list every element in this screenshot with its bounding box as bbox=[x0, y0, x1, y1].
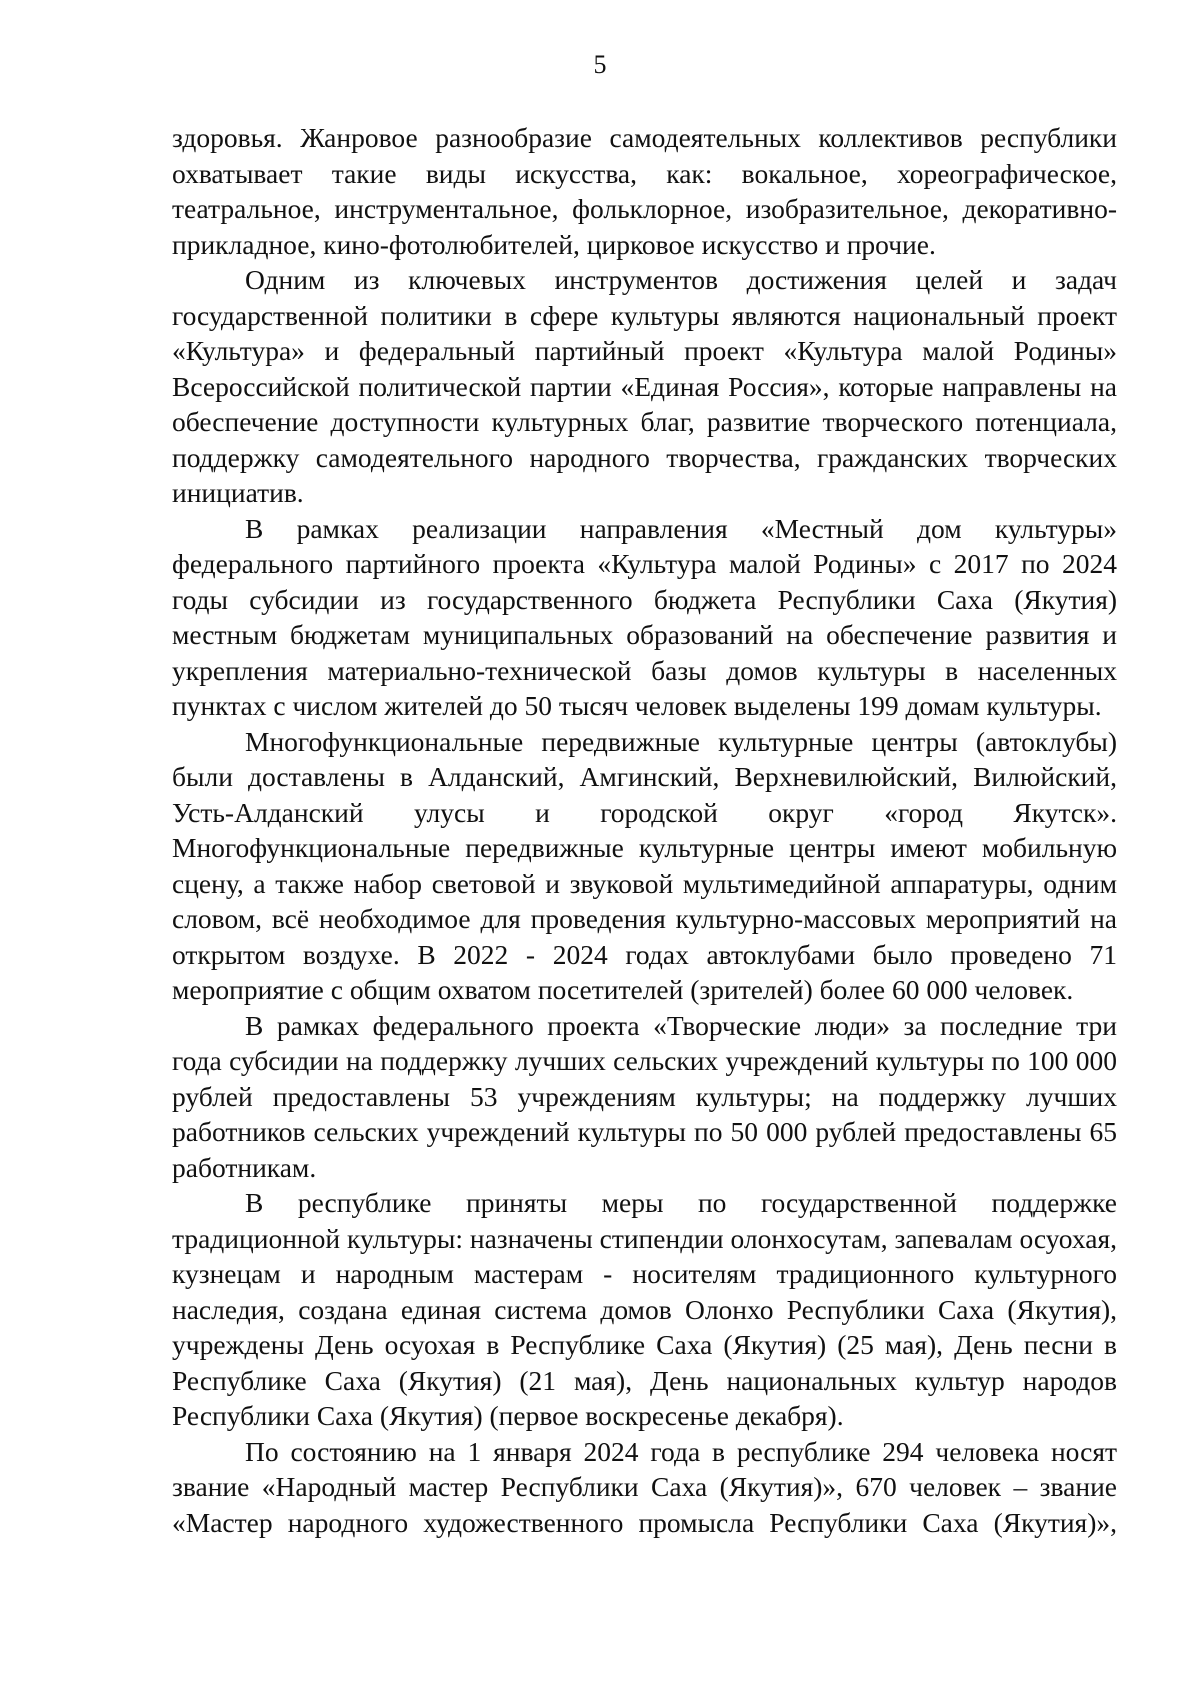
paragraph-continuation: здоровья. Жанровое разнообразие самодеятельных коллективов республики охватывает такие виды искусства, как: вокальное, хореографическое, театральное, инструментальное, фольклорное, изобразительное, декоративно-прикладное, кино-фотолюбителей, цирковое искусство и прочие. bbox=[172, 122, 1117, 260]
paragraph-mobile-culture-centers: Многофункциональные передвижные культурные центры (автоклубы) были доставлены в Алданский, Амгинский, Верхневилюйский, Вилюйский, Усть-Алданский улусы и городской округ «город Якутск». Многофункциональные передвижные культурные центры имеют мобильную сцену, а также набор световой и звуковой мультимедийной аппаратуры, одним словом, всё необходимое для проведения культурно-массовых мероприятий на открытом воздухе. В 2022 - 2024 годах автоклубами было проведено 71 мероприятие с общим охватом посетителей (зрителей) более 60 000 человек. bbox=[172, 725, 1117, 1005]
page-number: 5 bbox=[593, 50, 607, 79]
paragraph-national-project: Одним из ключевых инструментов достижения целей и задач государственной политики в сфере культуры являются национальный проект «Культура» и федеральный партийный проект «Культура малой Родины» Всероссийской политической партии «Единая Россия», которые направлены на обеспечение доступности культурных благ, развитие творческого потенциала, поддержку самодеятельного народного творчества, гражданских творческих инициатив. bbox=[172, 264, 1117, 508]
paragraph-traditional-culture: В республике приняты меры по государственной поддержке традиционной культуры: назначены стипендии олонхосутам, запевалам осуохая, кузнецам и народным мастерам - носителям традиционного культурного наследия, создана единая система домов Олонхо Республики Саха (Якутия), учреждены День осуохая в Республике Саха (Якутия) (25 мая), День песни в Республике Саха (Якутия) (21 мая), День национальных культур народов Республики Саха (Якутия) (первое воскресенье декабря). bbox=[172, 1187, 1117, 1431]
paragraph-local-house-of-culture: В рамках реализации направления «Местный дом культуры» федерального партийного проекта «Культура малой Родины» с 2017 по 2024 годы субсидии из государственного бюджета Республики Саха (Якутия) местным бюджетам муниципальных образований на обеспечение развития и укрепления материально-технической базы домов культуры в населенных пунктах с числом жителей до 50 тысяч человек выделены 199 домам культуры. bbox=[172, 512, 1117, 721]
paragraph-creative-people: В рамках федерального проекта «Творческие люди» за последние три года субсидии на поддержку лучших сельских учреждений культуры по 100 000 рублей предоставлены 53 учреждениям культуры; на поддержку лучших работников сельских учреждений культуры по 50 000 рублей предоставлены 65 работникам. bbox=[172, 1009, 1117, 1183]
document-body bbox=[172, 120, 1117, 1540]
paragraph-folk-masters: По состоянию на 1 января 2024 года в республике 294 человека носят звание «Народный мастер Республики Саха (Якутия)», 670 человек – звание «Мастер народного художественного промысла Республики Саха (Якутия)», bbox=[172, 1435, 1117, 1538]
